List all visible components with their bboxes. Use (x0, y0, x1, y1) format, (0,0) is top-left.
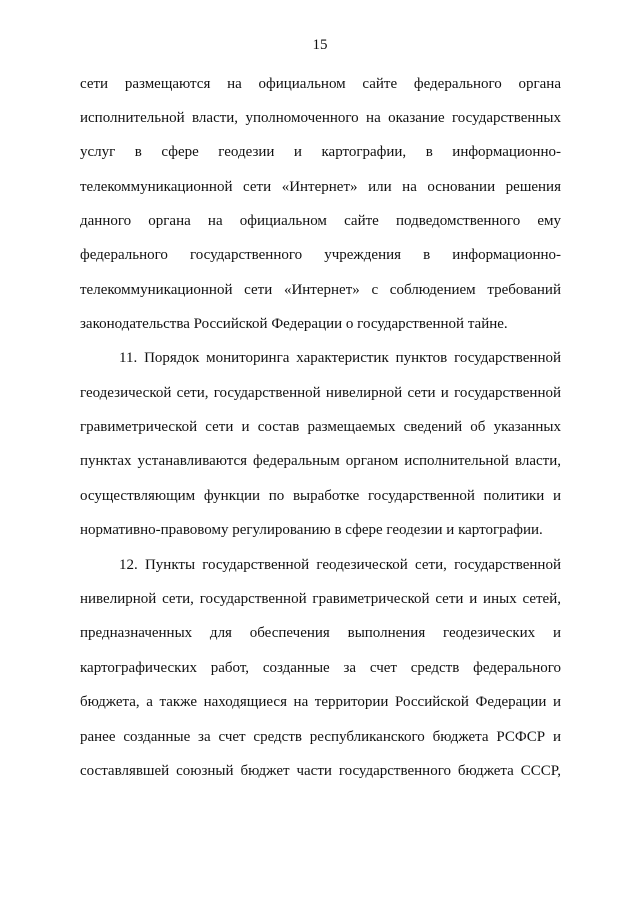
text-line: пунктах устанавливаются федеральным органом исполнительной власти, (80, 453, 561, 469)
text-line: геодезической сети, государственной нивелирной сети и государственной (80, 385, 561, 401)
text-line: гравиметрической сети и состав размещаемых сведений об указанных (80, 419, 561, 435)
text-line: осуществляющим функции по выработке государственной политики и (80, 488, 561, 504)
text-line: федерального государственного учреждения в информационно- (80, 247, 561, 263)
text-line: картографических работ, созданные за счет средств федерального (80, 660, 561, 676)
text-line: исполнительной власти, уполномоченного на оказание государственных (80, 110, 561, 126)
text-line: нивелирной сети, государственной гравиметрической сети и иных сетей, (80, 591, 561, 607)
text-line: предназначенных для обеспечения выполнения геодезических и (80, 625, 561, 641)
text-line: телекоммуникационной сети «Интернет» или на основании решения (80, 179, 561, 195)
text-line: данного органа на официальном сайте подведомственного ему (80, 213, 561, 229)
text-line: ранее созданные за счет средств республиканского бюджета РСФСР и (80, 729, 561, 745)
text-line: 11. Порядок мониторинга характеристик пунктов государственной (119, 350, 561, 366)
text-line: телекоммуникационной сети «Интернет» с соблюдением требований (80, 282, 561, 298)
text-line: законодательства Российской Федерации о государственной тайне. (80, 316, 508, 332)
text-line: бюджета, а также находящиеся на территории Российской Федерации и (80, 694, 561, 710)
text-line: сети размещаются на официальном сайте федерального органа (80, 76, 561, 92)
page-number: 15 (312, 37, 328, 53)
text-line: составлявшей союзный бюджет части государственного бюджета СССР, (80, 763, 561, 779)
text-line: услуг в сфере геодезии и картографии, в информационно- (80, 144, 561, 160)
text-line: нормативно-правовому регулированию в сфере геодезии и картографии. (80, 522, 543, 538)
text-line: 12. Пункты государственной геодезической сети, государственной (119, 557, 561, 573)
